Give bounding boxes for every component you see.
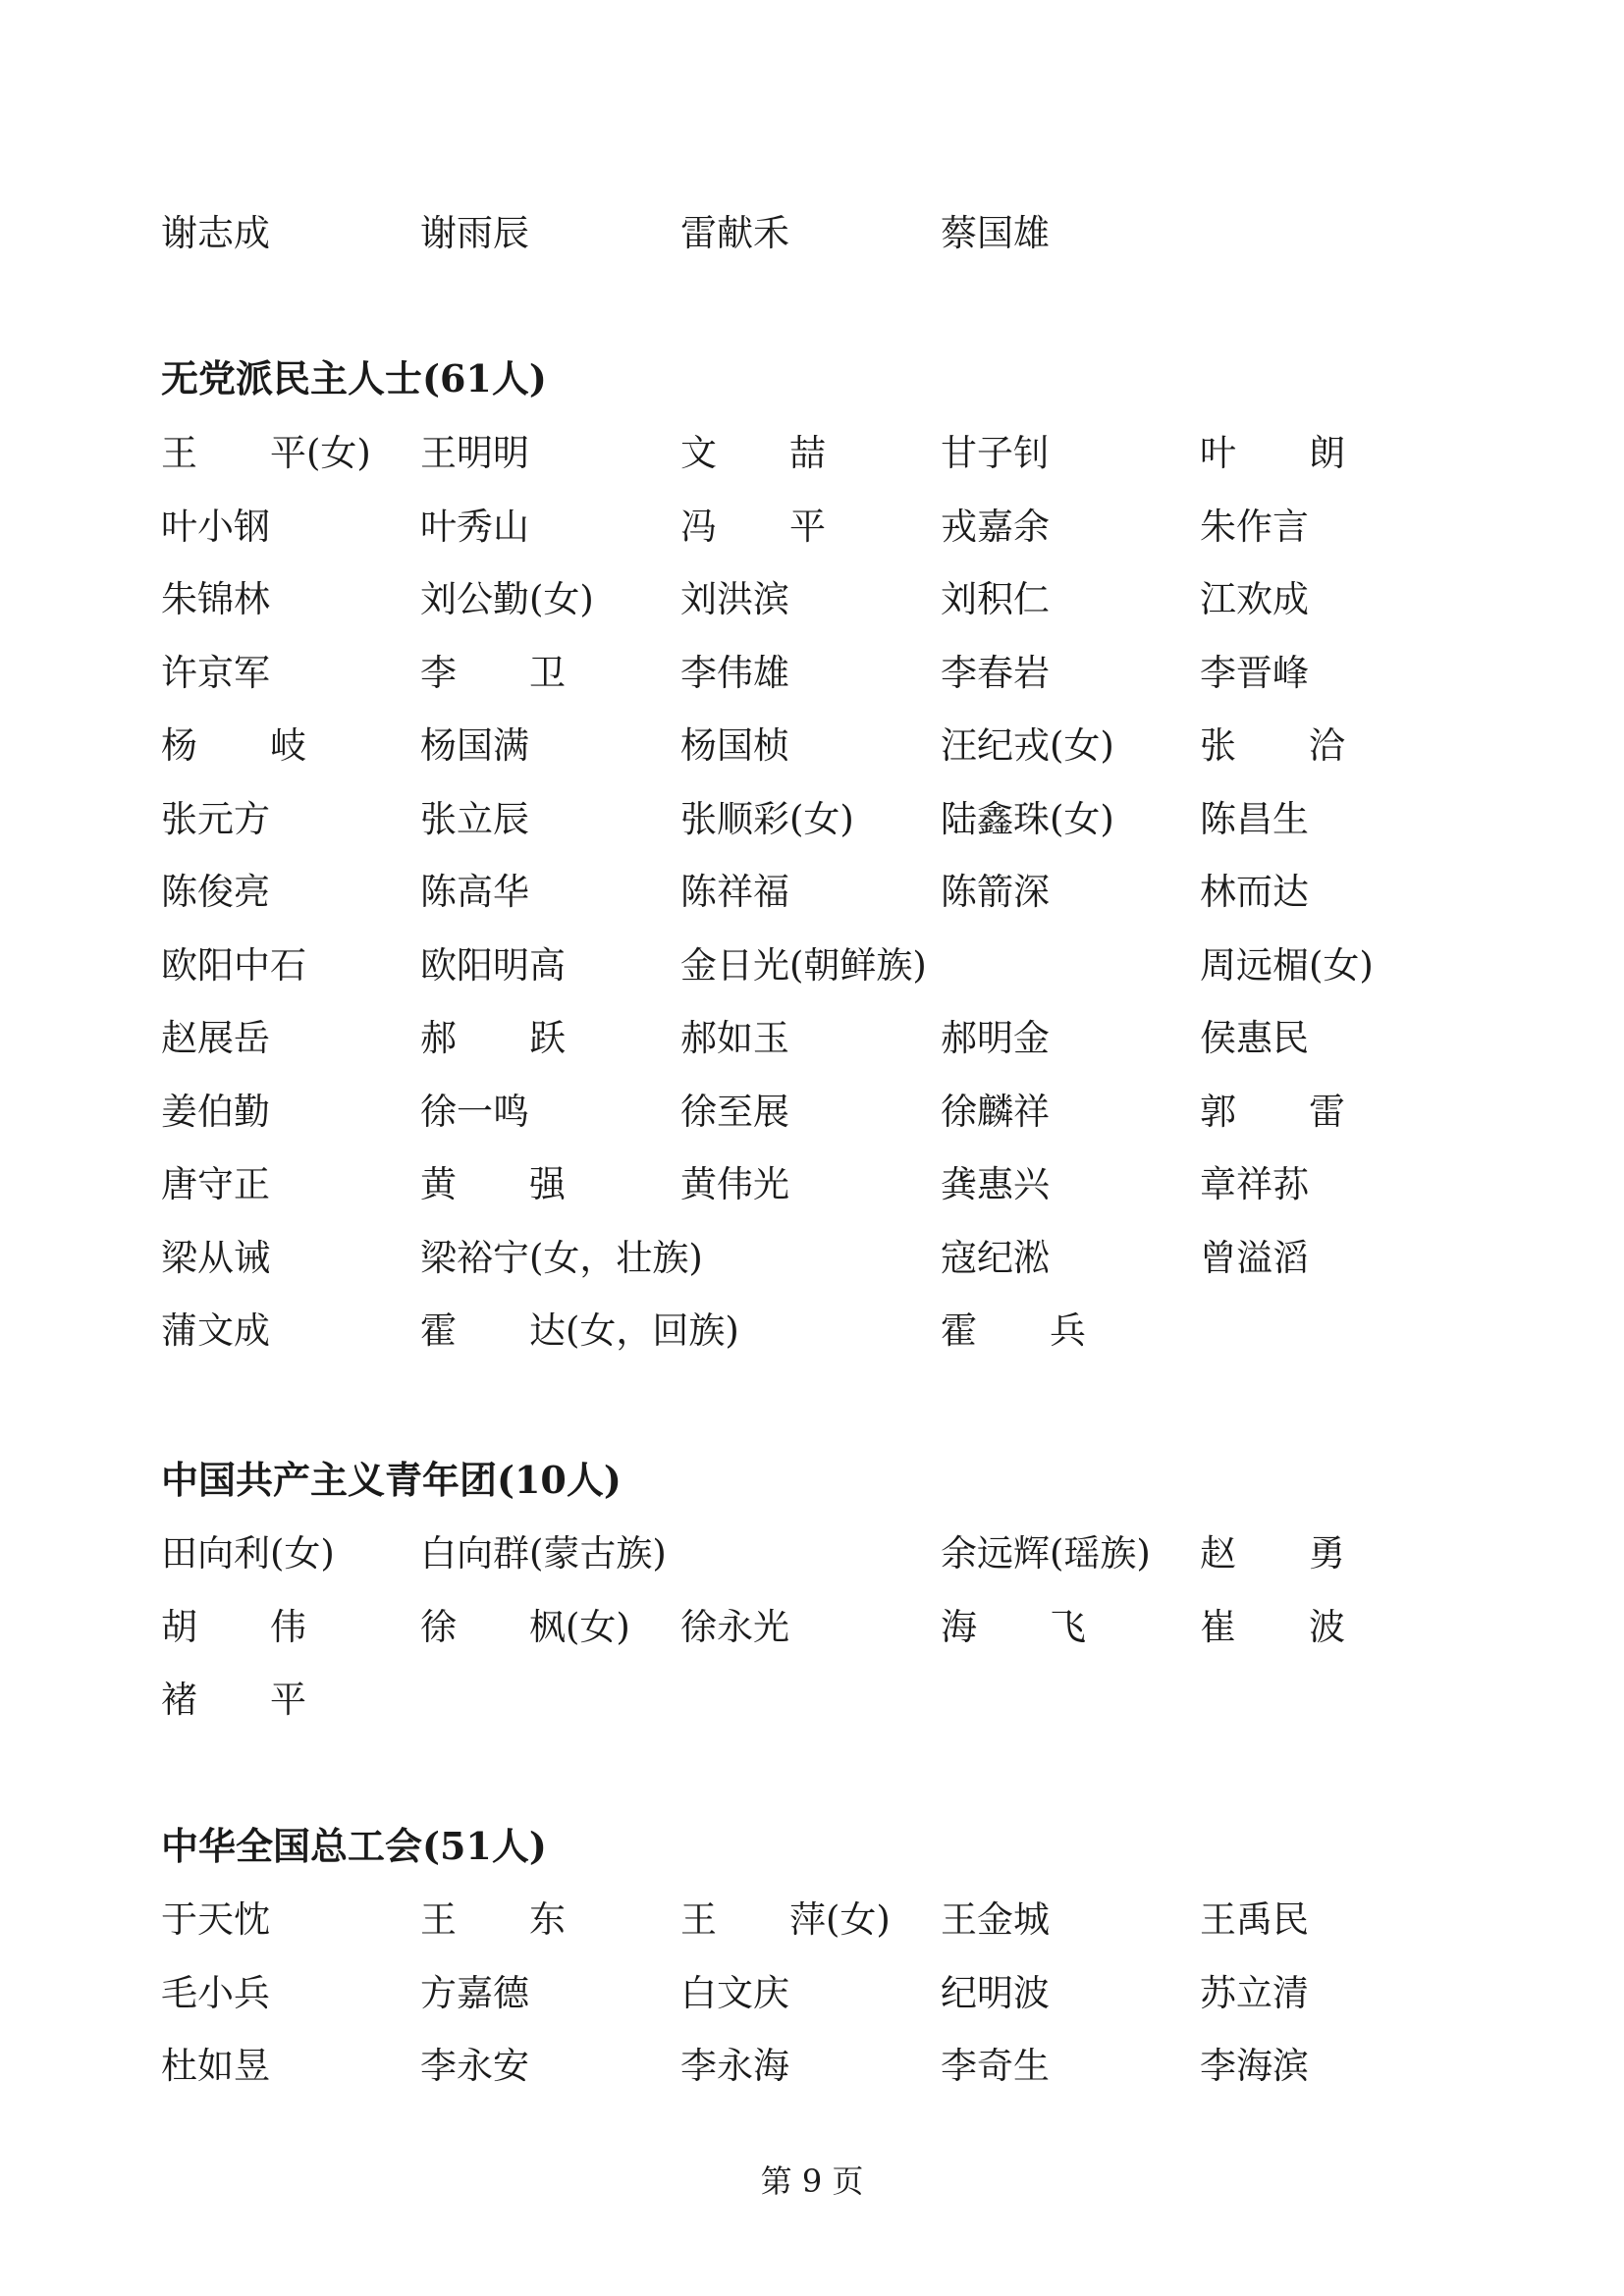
member-name: 于天忱 <box>161 1898 270 1941</box>
member-name: 余远辉(瑶族) <box>941 1532 1151 1575</box>
member-name: 梁从诫 <box>161 1236 270 1279</box>
member-name: 朱作言 <box>1200 505 1309 548</box>
member-name: 张顺彩(女) <box>680 797 854 840</box>
member-name: 郝 跃 <box>420 1017 566 1059</box>
name-row <box>0 1600 1624 1655</box>
member-name: 白向群(蒙古族) <box>420 1532 667 1575</box>
member-name: 李永海 <box>680 2045 789 2087</box>
member-name: 李晋峰 <box>1200 651 1309 694</box>
member-name: 侯惠民 <box>1200 1017 1309 1059</box>
member-name: 蒲文成 <box>161 1309 270 1352</box>
member-name: 李奇生 <box>941 2045 1050 2087</box>
member-name: 郝明金 <box>941 1017 1050 1059</box>
name-row <box>0 1673 1624 1728</box>
member-name: 梁裕宁(女，壮族) <box>420 1236 703 1279</box>
member-name: 姜伯勤 <box>161 1090 270 1133</box>
member-name: 陆鑫珠(女) <box>941 797 1114 840</box>
section-heading: 无党派民主人士(61人) <box>161 356 547 400</box>
name-row <box>0 938 1624 993</box>
name-row <box>0 1157 1624 1212</box>
member-name: 黄 强 <box>420 1163 566 1205</box>
member-name: 江欢成 <box>1200 578 1309 620</box>
member-name: 李 卫 <box>420 651 566 694</box>
name-row <box>0 646 1624 701</box>
section-heading: 中华全国总工会(51人) <box>161 1824 547 1868</box>
member-name: 汪纪戎(女) <box>941 724 1114 767</box>
member-name: 刘积仁 <box>941 578 1050 620</box>
member-name: 许京军 <box>161 651 270 694</box>
member-name: 刘公勤(女) <box>420 578 594 620</box>
name-row <box>0 1085 1624 1140</box>
member-name: 朱锦林 <box>161 578 270 620</box>
member-name: 周远楣(女) <box>1200 943 1374 987</box>
member-name: 陈箭深 <box>941 871 1050 913</box>
member-name: 王禹民 <box>1200 1898 1309 1941</box>
member-name: 白文庆 <box>680 1971 789 2014</box>
member-name: 徐麟祥 <box>941 1090 1050 1133</box>
member-name: 曾溢滔 <box>1200 1236 1309 1279</box>
member-name: 纪明波 <box>941 1971 1050 2014</box>
member-name: 欧阳中石 <box>161 943 306 987</box>
name-row <box>0 1526 1624 1581</box>
name-row <box>0 792 1624 847</box>
member-name: 张 洽 <box>1200 724 1345 767</box>
member-name: 甘子钊 <box>941 432 1050 474</box>
member-name: 寇纪淞 <box>941 1236 1050 1279</box>
member-name: 苏立清 <box>1200 1971 1309 2014</box>
member-name: 王明明 <box>420 432 529 474</box>
member-name: 杜如昱 <box>161 2045 270 2087</box>
member-name: 赵展岳 <box>161 1017 270 1059</box>
member-name: 冯 平 <box>680 505 826 548</box>
name-row <box>0 426 1624 481</box>
member-name: 海 飞 <box>941 1605 1086 1648</box>
member-name: 褚 平 <box>161 1679 306 1721</box>
member-name: 陈昌生 <box>1200 797 1309 840</box>
member-name: 杨国满 <box>420 724 529 767</box>
member-name: 章祥荪 <box>1200 1163 1309 1205</box>
member-name: 谢志成 <box>161 212 270 254</box>
name-row <box>0 719 1624 774</box>
member-name: 田向利(女) <box>161 1532 335 1575</box>
name-row <box>0 865 1624 920</box>
member-name: 王 萍(女) <box>680 1898 891 1941</box>
member-name: 胡 伟 <box>161 1605 306 1648</box>
member-name: 叶 朗 <box>1200 432 1345 474</box>
member-name: 雷献禾 <box>680 212 789 254</box>
member-name: 毛小兵 <box>161 1971 270 2014</box>
member-name: 林而达 <box>1200 871 1309 913</box>
member-name: 霍 达(女，回族) <box>420 1309 739 1352</box>
member-name: 金日光(朝鲜族) <box>680 943 927 987</box>
member-name: 陈高华 <box>420 871 529 913</box>
member-name: 叶秀山 <box>420 505 529 548</box>
member-name: 文 喆 <box>680 432 826 474</box>
member-name: 龚惠兴 <box>941 1163 1050 1205</box>
member-name: 徐至展 <box>680 1090 789 1133</box>
member-name: 王 东 <box>420 1898 566 1941</box>
member-name: 李春岩 <box>941 651 1050 694</box>
name-row <box>0 206 1624 261</box>
member-name: 叶小钢 <box>161 505 270 548</box>
member-name: 王金城 <box>941 1898 1050 1941</box>
member-name: 杨国桢 <box>680 724 789 767</box>
member-name: 戎嘉余 <box>941 505 1050 548</box>
member-name: 唐守正 <box>161 1163 270 1205</box>
member-name: 黄伟光 <box>680 1163 789 1205</box>
member-name: 蔡国雄 <box>941 212 1050 254</box>
member-name: 欧阳明高 <box>420 943 566 987</box>
member-name: 陈祥福 <box>680 871 789 913</box>
member-name: 郝如玉 <box>680 1017 789 1059</box>
page-number-footer: 第 9 页 <box>760 2163 864 2200</box>
member-name: 陈俊亮 <box>161 871 270 913</box>
member-name: 杨 岐 <box>161 724 306 767</box>
member-name: 郭 雷 <box>1200 1090 1345 1133</box>
section-heading: 中国共产主义青年团(10人) <box>161 1458 622 1502</box>
name-row <box>0 1011 1624 1066</box>
member-name: 崔 波 <box>1200 1605 1345 1648</box>
name-row <box>0 1231 1624 1286</box>
member-name: 霍 兵 <box>941 1309 1086 1352</box>
member-name: 谢雨辰 <box>420 212 529 254</box>
member-name: 徐一鸣 <box>420 1090 529 1133</box>
member-name: 赵 勇 <box>1200 1532 1345 1575</box>
member-name: 李海滨 <box>1200 2045 1309 2087</box>
name-row <box>0 1304 1624 1359</box>
member-name: 张元方 <box>161 797 270 840</box>
name-row <box>0 1966 1624 2021</box>
member-name: 李永安 <box>420 2045 529 2087</box>
member-name: 刘洪滨 <box>680 578 789 620</box>
name-row <box>0 572 1624 627</box>
name-row <box>0 500 1624 555</box>
member-name: 王 平(女) <box>161 432 371 474</box>
member-name: 张立辰 <box>420 797 529 840</box>
name-row <box>0 1893 1624 1948</box>
name-row <box>0 2039 1624 2094</box>
member-name: 李伟雄 <box>680 651 789 694</box>
member-name: 方嘉德 <box>420 1971 529 2014</box>
member-name: 徐永光 <box>680 1605 789 1648</box>
member-name: 徐 枫(女) <box>420 1605 630 1648</box>
